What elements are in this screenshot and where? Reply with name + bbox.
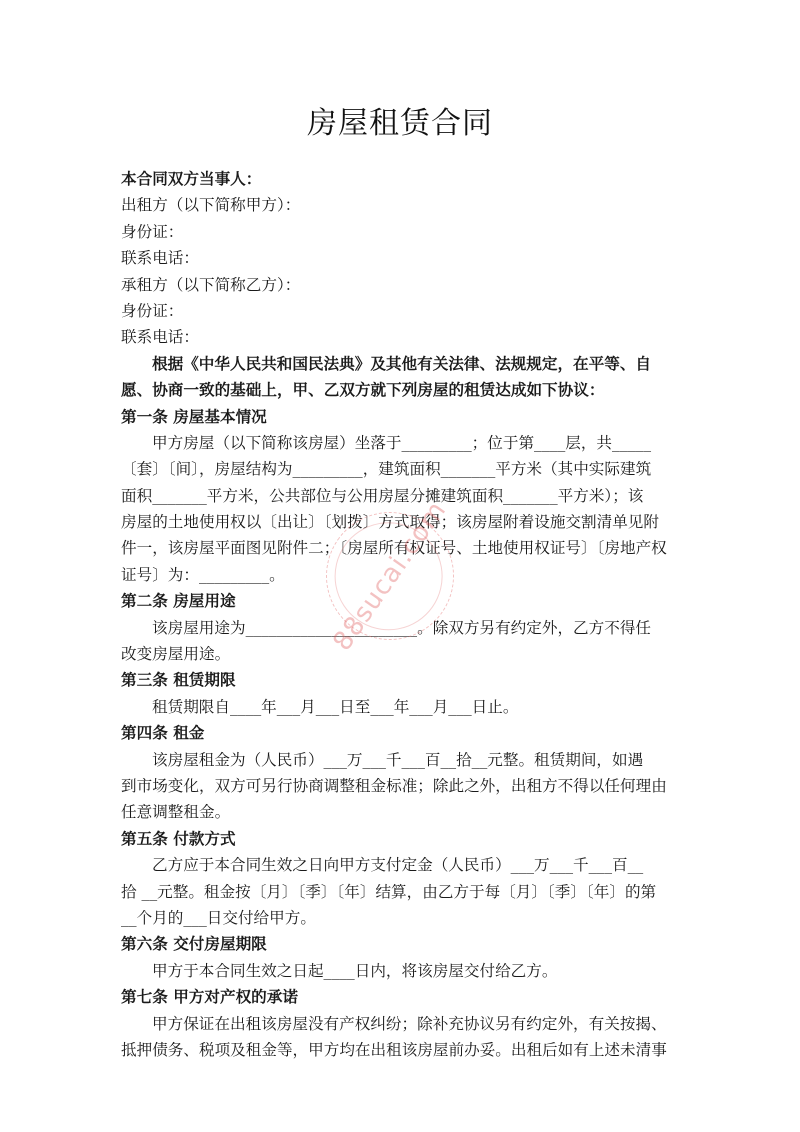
article-text-line: 件一，该房屋平面图见附件二；〔房屋所有权证号、土地使用权证号〕〔房地产权 [121, 539, 667, 558]
preamble-line: 根据《中华人民共和国民法典》及其他有关法律、法规规定，在平等、自 [152, 353, 652, 373]
article-heading: 第五条 付款方式 [121, 828, 236, 848]
document-title: 房屋租赁合同 [307, 106, 493, 141]
article-text-line: 租赁期限自____年___月___日至___年___月___日止。 [152, 697, 519, 716]
article-text-line: 改变房屋用途。 [121, 645, 231, 664]
article-text-line: 甲方保证在出租该房屋没有产权纠纷；除补充协议另有约定外，有关按揭、 [152, 1014, 667, 1033]
article-text-line: 面积_______平方米，公共部位与公用房屋分摊建筑面积_______平方米）；该 [121, 486, 644, 505]
article-text-line: 任意调整租金。 [121, 803, 231, 822]
watermark-text: 88sucai.com [327, 495, 453, 657]
article-text-line: 到市场变化，双方可另行协商调整租金标准；除此之外，出租方不得以任何理由 [121, 776, 667, 795]
article-text-line: 该房屋用途为______________________。除双方另有约定外，乙方不得任 [152, 618, 652, 637]
lessor-label: 出租方（以下简称甲方）： [121, 196, 301, 215]
article-text-line: 抵押债务、税项及租金等，甲方均在出租该房屋前办妥。出租后如有上述未清事 [121, 1040, 667, 1059]
parties-heading: 本合同双方当事人： [121, 169, 262, 188]
lessor-phone-label: 联系电话： [121, 249, 199, 268]
lessee-phone-label: 联系电话： [121, 328, 199, 347]
article-text-line: 证号〕为：_________。 [121, 565, 285, 584]
article-heading: 第四条 租金 [121, 723, 205, 743]
lessee-label: 承租方（以下简称乙方）： [121, 275, 301, 294]
article-text-line: 拾 __元整。租金按〔月〕〔季〕〔年〕结算，由乙方于每〔月〕〔季〕〔年〕的第 [121, 882, 657, 901]
article-heading: 第二条 房屋用途 [121, 591, 236, 611]
article-heading: 第六条 交付房屋期限 [121, 934, 267, 954]
article-text-line: 该房屋租金为（人民币）___万___千___百__拾__元整。租赁期间，如遇 [152, 750, 644, 769]
article-text-line: __个月的___日交付给甲方。 [121, 908, 316, 927]
article-text-line: 房屋的土地使用权以〔出让〕〔划拨〕方式取得；该房屋附着设施交割清单见附 [121, 513, 659, 532]
article-text-line: 乙方应于本合同生效之日向甲方支付定金（人民币）___万___千___百__ [152, 856, 644, 875]
lessee-id-label: 身份证： [121, 301, 184, 320]
article-text-line: 〔套〕〔间〕，房屋结构为_________，建筑面积_______平方米（其中实际建筑 [121, 460, 652, 479]
article-text-line: 甲方于本合同生效之日起____日内，将该房屋交付给乙方。 [152, 961, 558, 980]
article-heading: 第三条 租赁期限 [121, 670, 236, 690]
article-heading: 第七条 甲方对产权的承诺 [121, 987, 298, 1007]
preamble-line: 愿、协商一致的基础上，甲、乙双方就下列房屋的租赁达成如下协议： [121, 380, 605, 400]
article-heading: 第一条 房屋基本情况 [121, 406, 267, 426]
article-text-line: 甲方房屋（以下简称该房屋）坐落于_________；位于第____层，共_____ [152, 433, 652, 452]
lessor-id-label: 身份证： [121, 222, 184, 241]
